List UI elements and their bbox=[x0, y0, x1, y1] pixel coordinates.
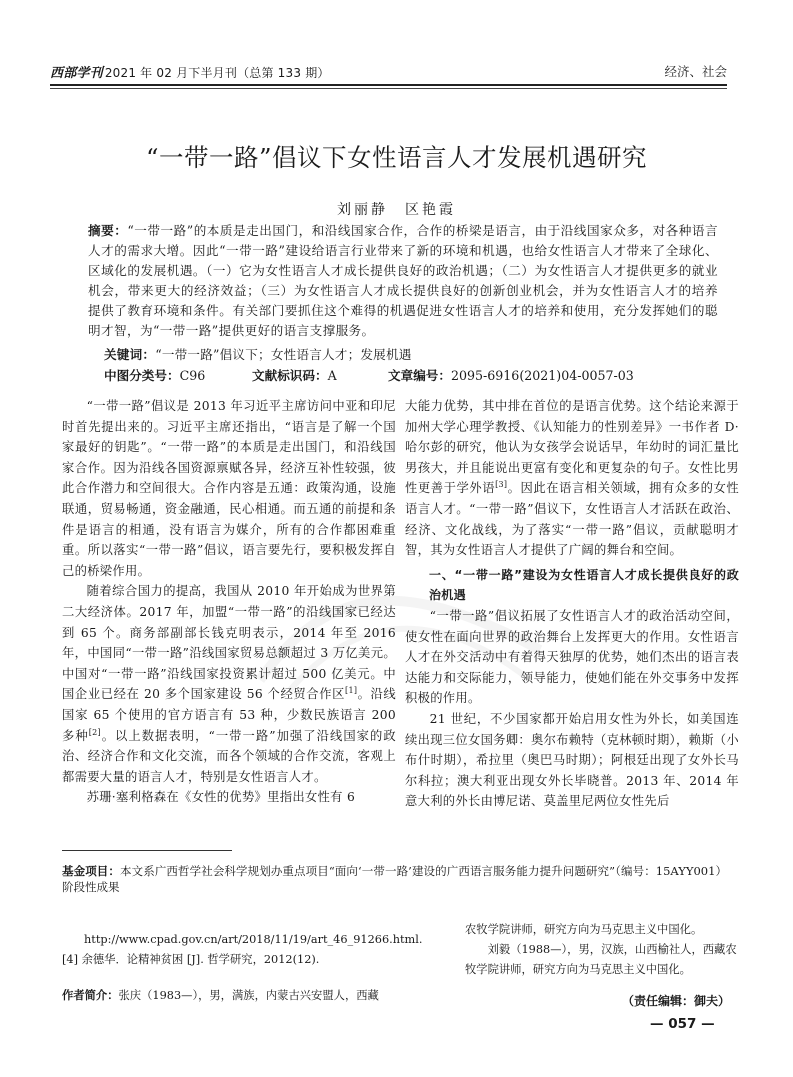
abstract-text: “一带一路”的本质是走出国门，和沿线国家合作，合作的桥梁是语言，由于沿线国家众多，对各种语言人才的需求大增。因此“一带一路”建设给语言行业带来了新的环境和机遇，也给女性语言人才带来了全球化、区域化的发展机遇。（一）它为女性语言人才成长提供良好的政治机遇；（二）为女性语言人才提供更多的就业机会，带来更大的经济效益；（三）为女性语言人才成长提供良好的创新创业机会，并为女性语言人才的培养提供了教育环境和条件。有关部门要抓住这个难得的机遇促进女性语言人才的培养和使用，充分发挥她们的聪明才智，为“一带一路”提供更好的语言支撑服务。 bbox=[88, 223, 719, 338]
running-header-left bbox=[50, 62, 330, 81]
paragraph: 大能力优势，其中排在首位的是语言优势。这个结论来源于加州大学心理学教授、《认知能力的性别差异》一书作者 D·哈尔彭的研究，他认为女孩学会说话早，年幼时的词汇量比男孩大，并且能说出更富有变化和更复杂的句子。女性比男性更善于学外语[3]。因此在语言相关领域，拥有众多的女性语言人才。“一带一路”倡议下，女性语言人才活跃在政治、经济、文化战线，为了落实“一带一路”倡议，贡献聪明才智，其为女性语言人才提供了广阔的舞台和空间。 bbox=[405, 399, 739, 558]
header-rule-thick bbox=[50, 84, 727, 86]
doc-code-value: A bbox=[327, 368, 337, 383]
article-no-line bbox=[388, 365, 634, 384]
body-column-left bbox=[62, 396, 396, 808]
clc-label: 中图分类号： bbox=[104, 368, 180, 383]
author-bio bbox=[62, 987, 442, 1003]
article-no-label: 文章编号： bbox=[388, 368, 451, 383]
header-rule-thin bbox=[50, 88, 727, 89]
article-no-value: 2095-6916(2021)04-0057-03 bbox=[450, 368, 634, 383]
clc-value: C96 bbox=[179, 368, 206, 383]
issue-info: 2021 年 02 月下半月刊（总第 133 期） bbox=[104, 66, 330, 80]
bio-line: 农牧学院讲师，研究方向为马克思主义中国化。 bbox=[465, 923, 703, 936]
bio-text: 张庆（1983—），男，满族，内蒙古兴安盟人，西藏 bbox=[118, 989, 379, 1002]
paragraph: 21 世纪，不少国家都开始启用女性为外长，如美国连续出现三位女国务卿：奥尔布赖特（克林顿时期），赖斯（小布什时期），希拉里（奥巴马时期）；阿根廷出现了女外长马尔科拉；澳大利亚出现女外长毕晓普。2013 年、2014 年意大利的外长由博尼诺、莫盖里尼两位女性先后 bbox=[405, 711, 739, 809]
keywords-label: 关键词： bbox=[104, 347, 156, 362]
body-column-right bbox=[405, 396, 739, 812]
references-left bbox=[62, 930, 442, 970]
doc-code-line bbox=[252, 365, 337, 384]
clc-line bbox=[104, 365, 205, 384]
keywords-value: “一带一路”倡议下；女性语言人才；发展机遇 bbox=[155, 347, 412, 362]
bio-line: 牧学院讲师，研究方向为马克思主义中国化。 bbox=[465, 963, 691, 976]
citation-ref: [2] bbox=[88, 727, 101, 737]
reference-url: http://www.cpad.gov.cn/art/2018/11/19/art_46_91266.html. bbox=[84, 933, 423, 946]
fund-text: 本文系广西哲学社会科学规划办重点项目“面向‘一带一路’建设的广西语言服务能力提升问题研究”（编号：15AYY001）阶段性成果 bbox=[62, 864, 728, 894]
citation-ref: [1] bbox=[345, 686, 358, 696]
abstract bbox=[88, 221, 718, 341]
citation-ref: [3] bbox=[495, 480, 508, 490]
reference-4: [4] 余德华．论精神贫困 [J]. 哲学研究，2012(12). bbox=[62, 953, 320, 966]
paragraph: “一带一路”倡议是 2013 年习近平主席访问中亚和印尼时首先提出来的。习近平主席还指出，“语言是了解一个国家最好的钥匙”。“一带一路”的本质是走出国门，和沿线国家合作。因为沿线各国资源禀赋各异，经济互补性较强，彼此合作潜力和空间很大。合作内容是五通：政策沟通，设施联通，贸易畅通，资金融通，民心相通。而五通的前提和条件是语言的相通，没有语言为媒介，所有的合作都困难重重。所以落实“一带一路”倡议，语言要先行，要积极发挥自己的桥梁作用。 bbox=[62, 399, 396, 578]
fund-label: 基金项目： bbox=[62, 864, 121, 878]
bio-line: 刘毅（1988—），男，汉族，山西榆社人，西藏农 bbox=[487, 943, 737, 956]
section-heading: 一、“一带一路”建设为女性语言人才成长提供良好的政治机遇 bbox=[429, 567, 739, 603]
keywords-line bbox=[104, 344, 412, 363]
section-label: 经济、社会 bbox=[664, 64, 727, 79]
fund-note bbox=[62, 863, 727, 895]
journal-logo: 西部学刊 bbox=[50, 66, 103, 81]
page-number: — 057 — bbox=[650, 1016, 715, 1032]
footnote-rule bbox=[62, 850, 232, 851]
doc-code-label: 文献标识码： bbox=[252, 368, 328, 383]
paragraph: 随着综合国力的提高，我国从 2010 年开始成为世界第二大经济体。2017 年，加盟“一带一路”的沿线国家已经达到 65 个。商务部副部长钱克明表示，2014 年至 2016 年，中国同“一带一路”沿线国家贸易总额超过 3 万亿美元。中国对“一带一路”沿线国家投资累计超过 500 亿美元。中国企业已经在 20 多个国家建设 56 个经贸合作区[1]。沿线国家 65 个使用的官方语言有 53 种，少数民族语言 200 多种[2]。以上数据表明，“一带一路”加强了沿线国家的政治、经济合作和文化交流，而各个领域的合作交流，客观上都需要大量的语言人才，特别是女性语言人才。 bbox=[62, 584, 397, 784]
article-authors: 刘丽静 区艳霞 bbox=[337, 202, 456, 218]
author-bio-continued bbox=[465, 920, 735, 980]
bio-label: 作者简介： bbox=[62, 989, 119, 1002]
abstract-label: 摘要： bbox=[88, 223, 128, 238]
paragraph: “一带一路”倡议拓展了女性语言人才的政治活动空间，使女性在面向世界的政治舞台上发挥更大的作用。女性语言人才在外交活动中有着得天独厚的优势，她们杰出的语言表达能力和交际能力，领导能力，使她们能在外交事务中发挥积极的作用。 bbox=[405, 608, 739, 706]
article-title: “一带一路”倡议下女性语言人才发展机遇研究 bbox=[145, 143, 648, 172]
paragraph: 苏珊·塞利格森在《女性的优势》里指出女性有 6 bbox=[86, 790, 356, 805]
responsible-editor: （责任编辑：御夫） bbox=[622, 994, 731, 1008]
